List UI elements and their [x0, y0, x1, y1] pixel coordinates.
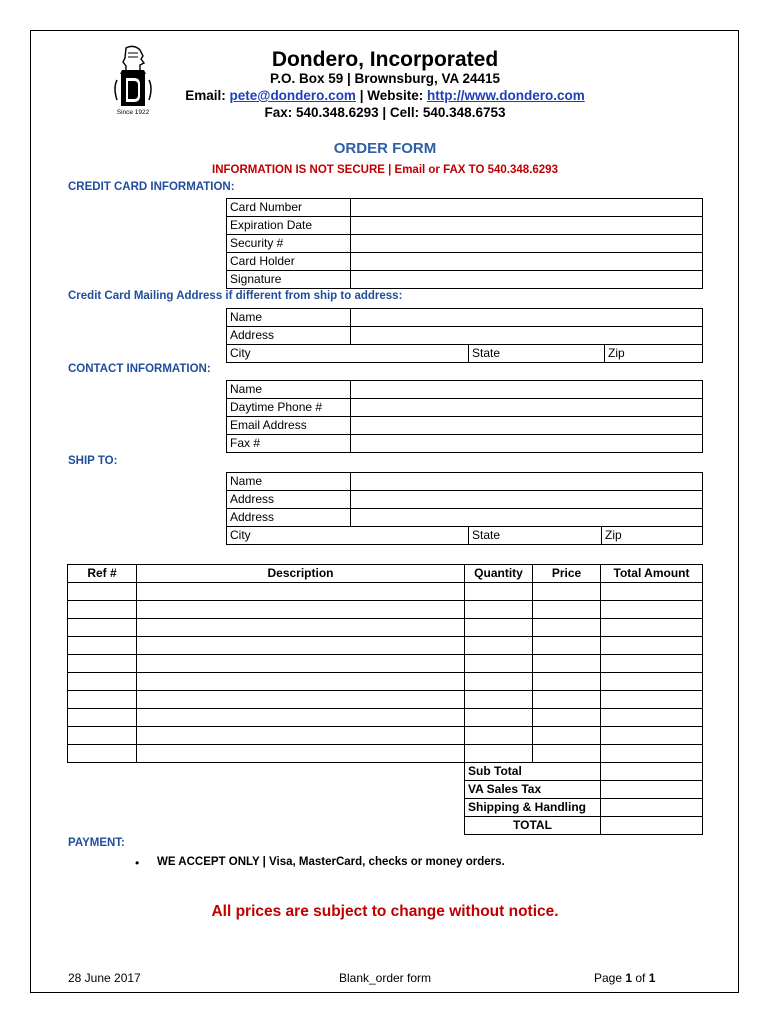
ref-cell[interactable] — [68, 745, 137, 763]
subtotal-field[interactable] — [601, 763, 703, 781]
signature-label: Signature — [227, 271, 351, 289]
tax-row — [68, 781, 703, 799]
quantity-cell[interactable] — [465, 655, 533, 673]
card-holder-field[interactable] — [351, 253, 703, 271]
contact-line — [0, 88, 770, 103]
table-row — [227, 345, 703, 363]
table-row — [227, 327, 703, 345]
table-row — [227, 399, 703, 417]
footer-page-number: Page 1 of 1 — [594, 971, 656, 985]
description-cell[interactable] — [137, 583, 465, 601]
table-row — [68, 601, 703, 619]
ref-cell[interactable] — [68, 727, 137, 745]
shipping-label: Shipping & Handling — [465, 799, 601, 817]
fax-label: Fax # — [227, 435, 351, 453]
price-cell[interactable] — [533, 637, 601, 655]
price-cell[interactable] — [533, 601, 601, 619]
total-amount-cell[interactable] — [601, 619, 703, 637]
total-amount-header: Total Amount — [601, 565, 703, 583]
security-warning: INFORMATION IS NOT SECURE | Email or FAX TO 540.348.6293 — [212, 164, 558, 176]
ship-to-heading: SHIP TO: — [68, 455, 118, 467]
shipping-row — [68, 799, 703, 817]
price-cell[interactable] — [533, 583, 601, 601]
ship-address-field[interactable] — [351, 491, 703, 509]
description-cell[interactable] — [137, 709, 465, 727]
form-title: ORDER FORM — [333, 140, 437, 157]
price-cell[interactable] — [533, 673, 601, 691]
table-row — [68, 655, 703, 673]
contact-heading: CONTACT INFORMATION: — [68, 363, 211, 375]
description-cell[interactable] — [137, 637, 465, 655]
subtotal-label: Sub Total — [465, 763, 601, 781]
total-amount-cell[interactable] — [601, 691, 703, 709]
price-cell[interactable] — [533, 727, 601, 745]
total-field[interactable] — [601, 817, 703, 835]
expiration-date-label: Expiration Date — [227, 217, 351, 235]
table-row — [68, 745, 703, 763]
credit-card-heading: CREDIT CARD INFORMATION: — [68, 181, 235, 193]
quantity-cell[interactable] — [465, 691, 533, 709]
mailing-address-heading: Credit Card Mailing Address if different from ship to address: — [68, 290, 403, 302]
daytime-phone-field[interactable] — [351, 399, 703, 417]
quantity-cell[interactable] — [465, 637, 533, 655]
total-amount-cell[interactable] — [601, 709, 703, 727]
description-cell[interactable] — [137, 655, 465, 673]
ship-address-label: Address — [227, 491, 351, 509]
ref-cell[interactable] — [68, 691, 137, 709]
table-row — [227, 253, 703, 271]
card-holder-label: Card Holder — [227, 253, 351, 271]
mailing-name-field[interactable] — [351, 309, 703, 327]
table-row — [68, 619, 703, 637]
total-amount-cell[interactable] — [601, 673, 703, 691]
email-link[interactable]: pete@dondero.com — [229, 88, 356, 103]
quantity-cell[interactable] — [465, 709, 533, 727]
contact-table — [226, 380, 703, 453]
table-row — [68, 637, 703, 655]
total-amount-cell[interactable] — [601, 601, 703, 619]
sales-tax-label: VA Sales Tax — [465, 781, 601, 799]
table-row — [227, 309, 703, 327]
description-cell[interactable] — [137, 619, 465, 637]
table-row — [68, 673, 703, 691]
ship-city-field[interactable]: City — [227, 527, 469, 545]
ship-name-label: Name — [227, 473, 351, 491]
email-address-label: Email Address — [227, 417, 351, 435]
since-label: Since 1922 — [116, 109, 150, 116]
ref-cell[interactable] — [68, 601, 137, 619]
quantity-cell[interactable] — [465, 727, 533, 745]
total-amount-cell[interactable] — [601, 727, 703, 745]
table-row — [227, 435, 703, 453]
quantity-cell[interactable] — [465, 745, 533, 763]
quantity-cell[interactable] — [465, 673, 533, 691]
card-number-field[interactable] — [351, 199, 703, 217]
payment-heading: PAYMENT: — [68, 837, 125, 849]
ship-name-field[interactable] — [351, 473, 703, 491]
daytime-phone-label: Daytime Phone # — [227, 399, 351, 417]
price-cell[interactable] — [533, 691, 601, 709]
sales-tax-field[interactable] — [601, 781, 703, 799]
description-cell[interactable] — [137, 727, 465, 745]
subtotal-row — [68, 763, 703, 781]
ref-cell[interactable] — [68, 583, 137, 601]
price-cell[interactable] — [533, 709, 601, 727]
table-row — [227, 473, 703, 491]
phone-line: Fax: 540.348.6293 | Cell: 540.348.6753 — [264, 105, 506, 120]
items-table — [67, 564, 703, 835]
security-code-label: Security # — [227, 235, 351, 253]
mailing-city-field[interactable]: City — [227, 345, 469, 363]
mailing-zip-field[interactable]: Zip — [605, 345, 703, 363]
description-header: Description — [137, 565, 465, 583]
table-row — [227, 491, 703, 509]
quantity-cell[interactable] — [465, 601, 533, 619]
price-cell[interactable] — [533, 745, 601, 763]
footer-date: 28 June 2017 — [68, 971, 141, 985]
total-label: TOTAL — [465, 817, 601, 835]
security-code-field[interactable] — [351, 235, 703, 253]
price-cell[interactable] — [533, 655, 601, 673]
table-row — [227, 217, 703, 235]
table-row — [68, 583, 703, 601]
total-amount-cell[interactable] — [601, 583, 703, 601]
fax-field[interactable] — [351, 435, 703, 453]
ref-cell[interactable] — [68, 673, 137, 691]
bullet-icon: • — [135, 856, 140, 870]
quantity-cell[interactable] — [465, 583, 533, 601]
table-row — [227, 271, 703, 289]
signature-field[interactable] — [351, 271, 703, 289]
company-name: Dondero, Incorporated — [271, 48, 499, 71]
total-amount-cell[interactable] — [601, 655, 703, 673]
email-address-field[interactable] — [351, 417, 703, 435]
ship-zip-field[interactable]: Zip — [602, 527, 703, 545]
price-cell[interactable] — [533, 619, 601, 637]
table-row — [68, 727, 703, 745]
table-row — [227, 235, 703, 253]
description-cell[interactable] — [137, 745, 465, 763]
table-row — [68, 691, 703, 709]
ship-state-field[interactable]: State — [469, 527, 602, 545]
table-row — [227, 527, 703, 545]
table-row — [227, 509, 703, 527]
total-amount-cell[interactable] — [601, 637, 703, 655]
expiration-date-field[interactable] — [351, 217, 703, 235]
description-cell[interactable] — [137, 673, 465, 691]
credit-card-table — [226, 198, 703, 289]
mailing-state-field[interactable]: State — [469, 345, 605, 363]
mailing-name-label: Name — [227, 309, 351, 327]
quantity-header: Quantity — [465, 565, 533, 583]
ship-address2-field[interactable] — [351, 509, 703, 527]
website-label: | Website: — [355, 88, 427, 103]
quantity-cell[interactable] — [465, 619, 533, 637]
items-header-row — [68, 565, 703, 583]
description-cell[interactable] — [137, 601, 465, 619]
mailing-address-field[interactable] — [351, 327, 703, 345]
price-header: Price — [533, 565, 601, 583]
footer-doc-name: Blank_order form — [338, 971, 432, 985]
email-label: Email: — [185, 88, 230, 103]
total-row — [68, 817, 703, 835]
ref-cell[interactable] — [68, 709, 137, 727]
table-row — [227, 199, 703, 217]
price-notice: All prices are subject to change without notice. — [211, 903, 559, 920]
table-row — [68, 709, 703, 727]
ship-address2-label: Address — [227, 509, 351, 527]
ref-header: Ref # — [68, 565, 137, 583]
total-amount-cell[interactable] — [601, 745, 703, 763]
contact-name-field[interactable] — [351, 381, 703, 399]
ref-cell[interactable] — [68, 619, 137, 637]
website-link[interactable]: http://www.dondero.com — [427, 88, 585, 103]
table-row — [227, 381, 703, 399]
shipping-field[interactable] — [601, 799, 703, 817]
ref-cell[interactable] — [68, 637, 137, 655]
table-row — [227, 417, 703, 435]
mailing-address-table — [226, 308, 703, 363]
mailing-address-label: Address — [227, 327, 351, 345]
card-number-label: Card Number — [227, 199, 351, 217]
description-cell[interactable] — [137, 691, 465, 709]
ship-to-table — [226, 472, 703, 545]
company-address: P.O. Box 59 | Brownsburg, VA 24415 — [269, 71, 501, 86]
contact-name-label: Name — [227, 381, 351, 399]
accepted-payments: WE ACCEPT ONLY | Visa, MasterCard, checks or money orders. — [157, 856, 505, 868]
ref-cell[interactable] — [68, 655, 137, 673]
